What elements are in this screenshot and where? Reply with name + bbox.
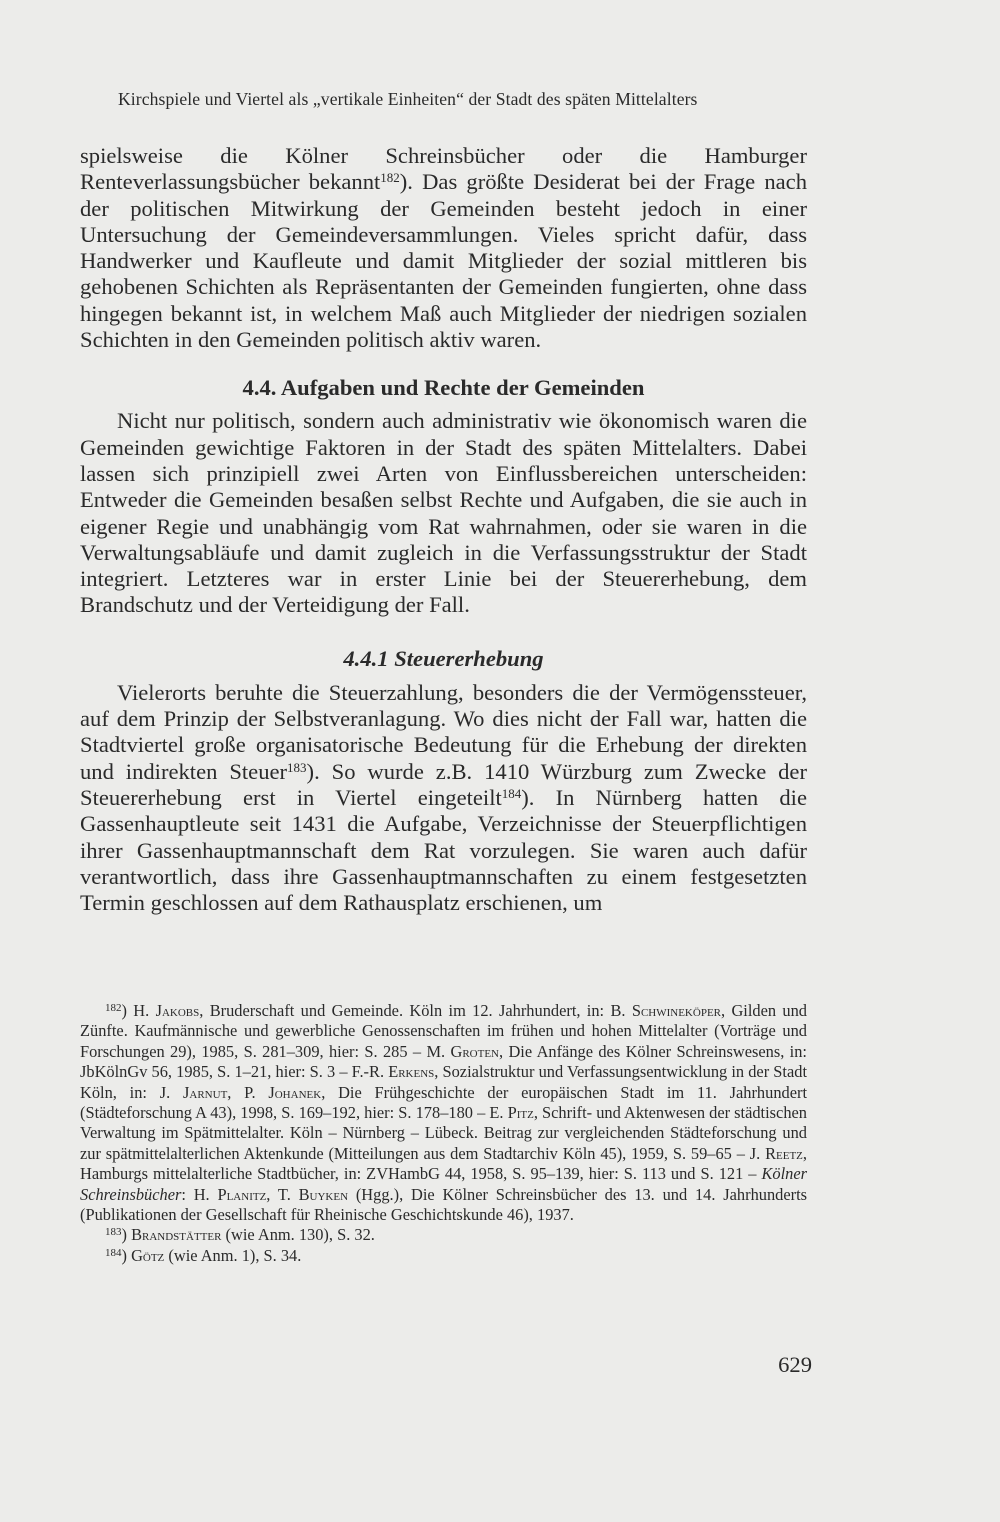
paragraph-3: Vielerorts beruhte die Steuerzahlung, besonders die der Vermögenssteuer, auf dem Prinzip der Selbstveranlagung. Wo dies nicht der Fall war, hatten die Stadtviertel große organisatorische Bedeutung für die Erhebung der direkten und indirekten Steuer$^{183}$). So wurde z.B. 1410 Würzburg zum Zwecke der Steuererhebung erst in Viertel eingeteilt$^{184}$). In Nürnberg hatten die Gassenhauptleute seit 1431 die Aufgabe, Verzeichnisse der Steuerpflichtigen ihrer Gassenhauptmannschaft dem Rat vorzulegen. Sie waren auch dafür verantwortlich, dass ihre Gassenhauptmannschaften zu einem festgesetzten Termin geschlossen auf dem Rathausplatz erschienen, um <box>80 679 807 916</box>
main-text <box>80 143 807 916</box>
paragraph-2: Nicht nur politisch, sondern auch administrativ wie ökonomisch waren die Gemeinden gewichtige Faktoren in der Stadt des späten Mittelalters. Dabei lassen sich prinzipiell zwei Arten von Einflussbereichen unterscheiden: Entweder die Gemeinden besaßen selbst Rechte und Aufgaben, die sie auch in eigener Regie und unabhängig vom Rat wahrnahmen, oder sie waren in die Verwaltungsabläufe und damit zugleich in die Verfassungsstruktur der Stadt integriert. Letzteres war in erster Linie bei der Steuererhebung, dem Brandschutz und der Verteidigung der Fall. <box>80 408 807 618</box>
footnote-ref-183: 183 <box>287 759 307 775</box>
section-heading: 4.4. Aufgaben und Rechte der Gemeinden <box>242 375 645 401</box>
page-number: 629 <box>778 1352 812 1377</box>
running-head: Kirchspiele und Viertel als „vertikale Einheiten“ der Stadt des späten Mittelalters <box>118 89 698 109</box>
footnote-183: $^{183}$) Brandstätter (wie Anm. 130), S. 32. <box>105 1225 375 1245</box>
footnote-ref-184: 184 <box>501 785 522 801</box>
footnote-184: $^{184}$) Götz (wie Anm. 1), S. 34. <box>105 1245 302 1265</box>
footnotes <box>80 1001 807 1266</box>
footnote-number: 182 <box>105 1002 122 1014</box>
footnote-number: 184 <box>105 1246 122 1259</box>
footnote-ref-182: 182 <box>380 170 400 186</box>
footnote-number: 183 <box>105 1226 122 1239</box>
subsection-heading: 4.4.1 Steuererhebung <box>343 645 544 671</box>
paragraph-1: spielsweise die Kölner Schreinsbücher oder die Hamburger Renteverlassungsbücher bekannt$^{182}$). Das größte Desiderat bei der Frage nach der politischen Mitwirkung der Gemeinden besteht jedoch in einer Untersuchung der Gemeindeversammlungen. Vieles spricht dafür, dass Handwerker und Kaufleute und damit Mitglieder der sozial mittleren bis gehobenen Schichten als Repräsentanten der Gemeinden fungierten, ohne dass hingegen bekannt ist, in welchem Maß auch Mitglieder der niedrigen sozialen Schichten in den Gemeinden politisch aktiv waren. <box>80 143 808 353</box>
footnote-182: $^{182}$) H. Jakobs, Bruderschaft und Gemeinde. Köln im 12. Jahrhundert, in: B. Schwineköper, Gilden und Zünfte. Kaufmännische und gewerbliche Genossenschaften im frühen und hohen Mittelalter (Vorträge und Forschungen 29), 1985, S. 281–309, hier: S. 285 – M. Groten, Die Anfänge des Kölner Schreinswesens, in: JbKölnGv 56, 1985, S. 1–21, hier: S. 3 – F.-R. Erkens, Sozialstruktur und Verfassungsentwicklung in der Stadt Köln, in: J. Jarnut, P. Johanek, Die Frühgeschichte der europäischen Stadt im 11. Jahrhundert (Städteforschung A 43), 1998, S. 169–192, hier: S. 178–180 – E. Pitz, Schrift- und Aktenwesen der städtischen Verwaltung im Spätmittelalter. Köln – Nürnberg – Lübeck. Beitrag zur vergleichenden Städteforschung und zur spätmittelalterlichen Aktenkunde (Mitteilungen aus dem Stadtarchiv Köln 45), 1959, S. 59–65 – J. Reetz, Hamburgs mittelalterliche Stadtbücher, in: ZVHambG 44, 1958, S. 95–139, hier: S. 113 und S. 121 – Kölner Schreinsbücher: H. Planitz, T. Buyken (Hgg.), Die Kölner Schreinsbücher des 13. und 14. Jahrhunderts (Publikationen der Gesellschaft für Rheinische Geschichtskunde 46), 1937. <box>80 1001 808 1225</box>
